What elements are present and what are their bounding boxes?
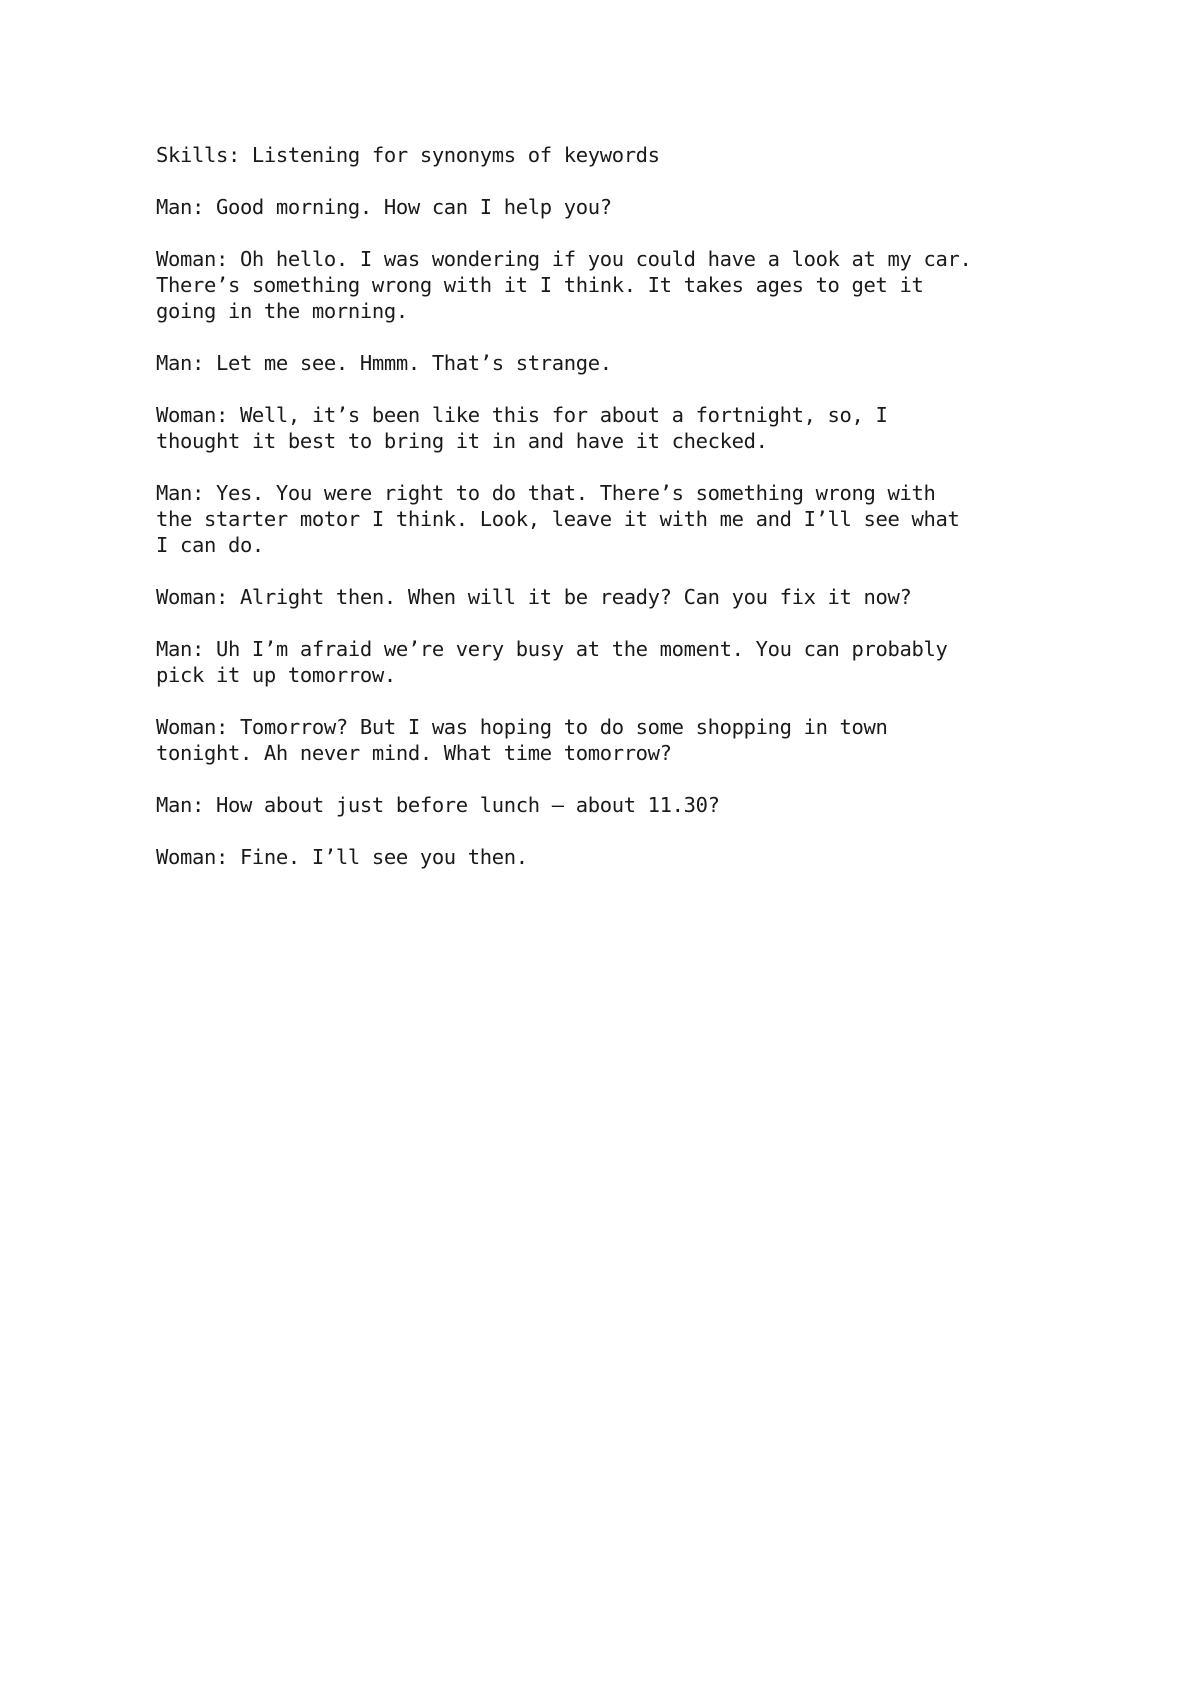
dialogue-line-1: Man: Good morning. How can I help you? [156,195,612,219]
dialogue-line-2: Woman: Oh hello. I was wondering if you could have a look at my car. There’s something wrong with it I think. It takes ages to get it going in the morning. [156,247,972,323]
dialogue-line-6: Woman: Alright then. When will it be ready? Can you fix it now? [156,585,912,609]
dialogue-line-10: Woman: Fine. I’ll see you then. [156,845,528,869]
dialogue-line-5: Man: Yes. You were right to do that. There’s something wrong with the starter motor I think. Look, leave it with me and I’ll see what I can do. [156,481,960,557]
dialogue-line-8: Woman: Tomorrow? But I was hoping to do some shopping in town tonight. Ah never mind. What time tomorrow? [156,715,888,765]
document-body [156,142,1086,896]
dialogue-line-9: Man: How about just before lunch – about 11.30? [156,793,720,817]
dialogue-line-4: Woman: Well, it’s been like this for about a fortnight, so, I thought it best to bring it in and have it checked. [156,403,888,453]
document-heading: Skills: Listening for synonyms of keywords [156,143,660,167]
dialogue-line-3: Man: Let me see. Hmmm. That’s strange. [156,351,612,375]
dialogue-line-7: Man: Uh I’m afraid we’re very busy at the moment. You can probably pick it up tomorrow. [156,637,948,687]
